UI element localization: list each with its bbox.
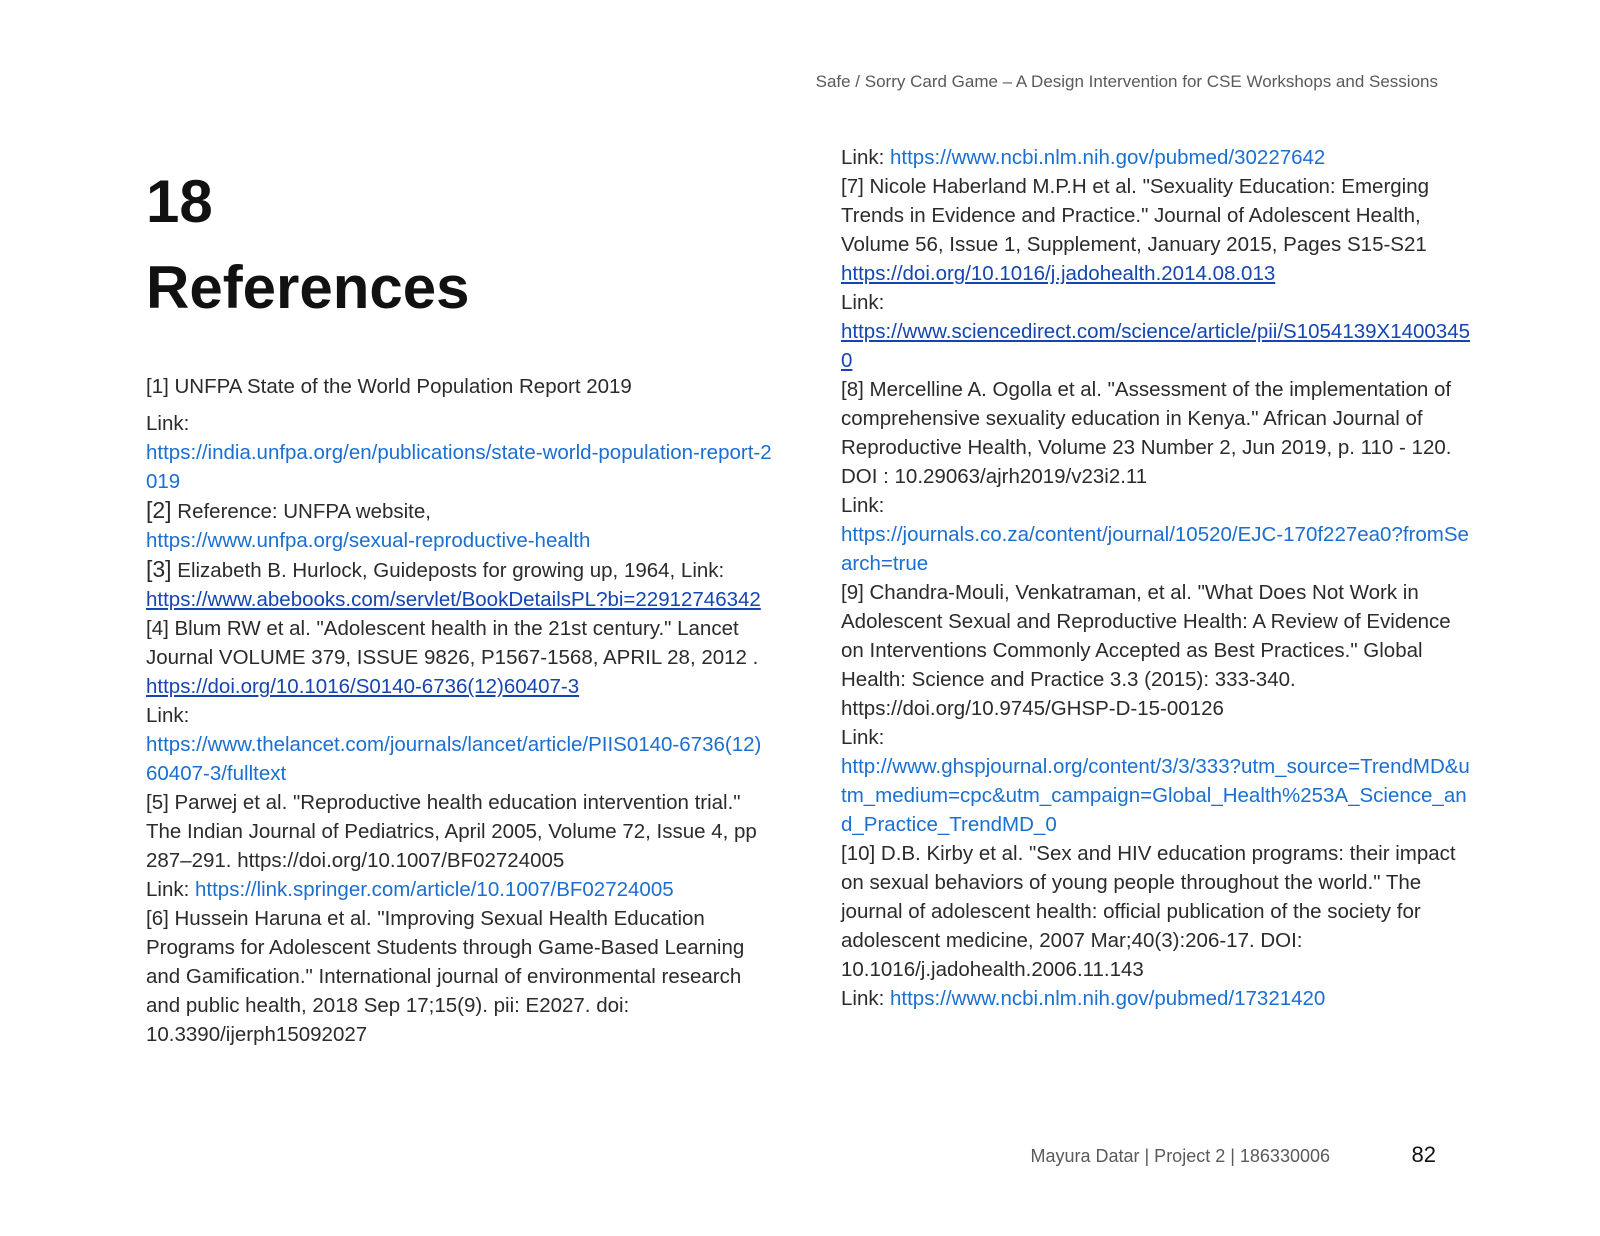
reference-2 xyxy=(146,496,772,526)
references-right-column xyxy=(841,143,1471,1013)
link-label: Link: xyxy=(841,494,885,517)
reference-4: [4] Blum RW et al. "Adolescent health in the 21st century." Lancet Journal VOLUME 379, ISSUE 9826, P1567-1568, APRIL 28, 2012 . xyxy=(146,617,759,669)
reference-3-link[interactable]: https://www.abebooks.com/servlet/BookDetailsPL?bi=22912746342 xyxy=(146,588,761,611)
reference-10-link-line xyxy=(841,984,1471,1013)
reference-7-link[interactable]: https://www.sciencedirect.com/science/article/pii/S1054139X14003450 xyxy=(841,320,1471,372)
reference-8: [8] Mercelline A. Ogolla et al. "Assessment of the implementation of comprehensive sexuality education in Kenya." African Journal of Reproductive Health, Volume 23 Number 2, Jun 2019, p. 110 - 120. DOI : 10.29063/ajrh2019/v23i2.11 xyxy=(841,378,1452,488)
reference-1: [1] UNFPA State of the World Population Report 2019 xyxy=(146,375,632,398)
reference-3-text: Elizabeth B. Hurlock, Guideposts for growing up, 1964, Link: xyxy=(171,559,725,582)
reference-5-link[interactable]: https://link.springer.com/article/10.1007/BF02724005 xyxy=(195,878,674,901)
reference-10: [10] D.B. Kirby et al. "Sex and HIV education programs: their impact on sexual behaviors of young people throughout the world." The journal of adolescent health: official publication of the society for adolescent medicine, 2007 Mar;40(3):206-17. DOI: 10.1016/j.jadohealth.2006.11.143 xyxy=(841,842,1456,981)
page-footer: Mayura Datar | Project 2 | 186330006 xyxy=(1030,1146,1330,1166)
running-header: Safe / Sorry Card Game – A Design Intervention for CSE Workshops and Sessions xyxy=(815,72,1438,91)
reference-8-link[interactable]: https://journals.co.za/content/journal/10520/EJC-170f227ea0?fromSearch=true xyxy=(841,523,1469,575)
reference-10-link[interactable]: https://www.ncbi.nlm.nih.gov/pubmed/17321420 xyxy=(890,987,1326,1010)
link-label: Link: xyxy=(841,291,885,314)
reference-4-doi-link[interactable]: https://doi.org/10.1016/S0140-6736(12)60407-3 xyxy=(146,675,580,698)
reference-9: [9] Chandra-Mouli, Venkatraman, et al. "What Does Not Work in Adolescent Sexual and Reproductive Health: A Review of Evidence on Interventions Commonly Accepted as Best Practices." Global Health: Science and Practice 3.3 (2015): 333-340. https://doi.org/10.9745/GHSP-D-15-00126 xyxy=(841,581,1451,720)
reference-7-doi-link[interactable]: https://doi.org/10.1016/j.jadohealth.2014.08.013 xyxy=(841,262,1276,285)
page-number: 82 xyxy=(1411,1142,1436,1167)
link-label: Link: xyxy=(146,412,190,435)
reference-2-text: Reference: UNFPA website, xyxy=(171,500,431,523)
reference-6-link-line xyxy=(841,143,1471,172)
reference-6: [6] Hussein Haruna et al. "Improving Sexual Health Education Programs for Adolescent Students through Game-Based Learning and Gamification." International journal of environmental research and public health, 2018 Sep 17;15(9). pii: E2027. doi: 10.3390/ijerph15092027 xyxy=(146,907,745,1046)
reference-1-link[interactable]: https://india.unfpa.org/en/publications/state-world-population-report-2019 xyxy=(146,441,772,493)
link-label: Link: xyxy=(146,704,190,727)
chapter-number: 18 xyxy=(146,168,213,235)
reference-marker: [2] xyxy=(146,497,172,523)
references-left-column xyxy=(146,372,772,1049)
reference-9-link[interactable]: http://www.ghspjournal.org/content/3/3/333?utm_source=TrendMD&utm_medium=cpc&utm_campaign=Global_Health%253A_Science_and_Practice_TrendMD_0 xyxy=(841,755,1470,836)
link-label: Link: xyxy=(841,146,890,169)
reference-3 xyxy=(146,555,772,585)
link-label: Link: xyxy=(841,726,885,749)
reference-4-link[interactable]: https://www.thelancet.com/journals/lancet/article/PIIS0140-6736(12)60407-3/fulltext xyxy=(146,733,762,785)
reference-5: [5] Parwej et al. "Reproductive health education intervention trial." The Indian Journal of Pediatrics, April 2005, Volume 72, Issue 4, pp 287–291. https://doi.org/10.1007/BF02724005 xyxy=(146,791,757,872)
reference-6-link[interactable]: https://www.ncbi.nlm.nih.gov/pubmed/30227642 xyxy=(890,146,1326,169)
link-label: Link: xyxy=(146,878,195,901)
link-label: Link: xyxy=(841,987,890,1010)
reference-7: [7] Nicole Haberland M.P.H et al. "Sexuality Education: Emerging Trends in Evidence and Practice." Journal of Adolescent Health, Volume 56, Issue 1, Supplement, January 2015, Pages S15-S21 xyxy=(841,175,1430,256)
reference-marker: [3] xyxy=(146,556,172,582)
reference-5-link-line xyxy=(146,875,772,904)
page-title: References xyxy=(146,254,470,321)
reference-2-link[interactable]: https://www.unfpa.org/sexual-reproductive-health xyxy=(146,529,591,552)
